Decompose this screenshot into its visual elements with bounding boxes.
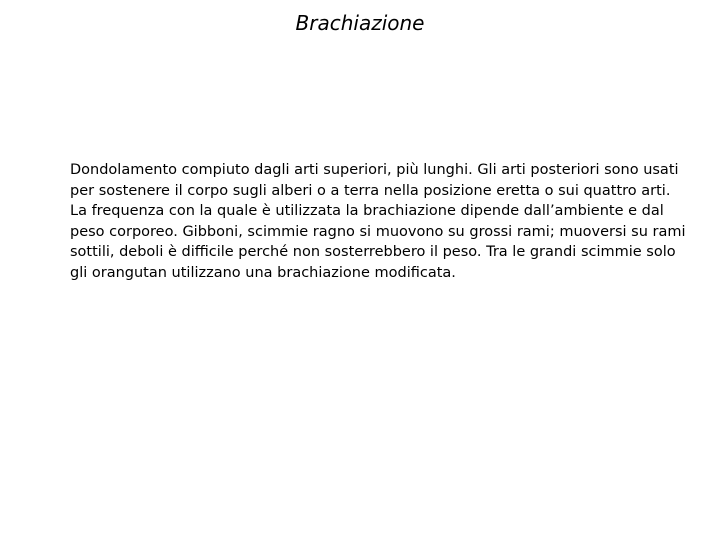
slide-body	[70, 160, 690, 283]
body-paragraph-2: La frequenza con la quale è utilizzata la brachiazione dipende dall’ambiente e dal peso corporeo. Gibboni, scimmie ragno si muovono su grossi rami; muoversi su rami sottili, deboli è difficile perché non sosterrebbero il peso. Tra le grandi scimmie solo gli orangutan utilizzano una brachiazione modificata.	[70, 203, 686, 281]
body-paragraph-1: Dondolamento compiuto dagli arti superiori, più lunghi. Gli arti posteriori sono usati per sostenere il corpo sugli alberi o a terra nella posizione eretta o sui quattro arti.	[70, 162, 679, 199]
slide-title: Brachiazione	[295, 11, 425, 35]
